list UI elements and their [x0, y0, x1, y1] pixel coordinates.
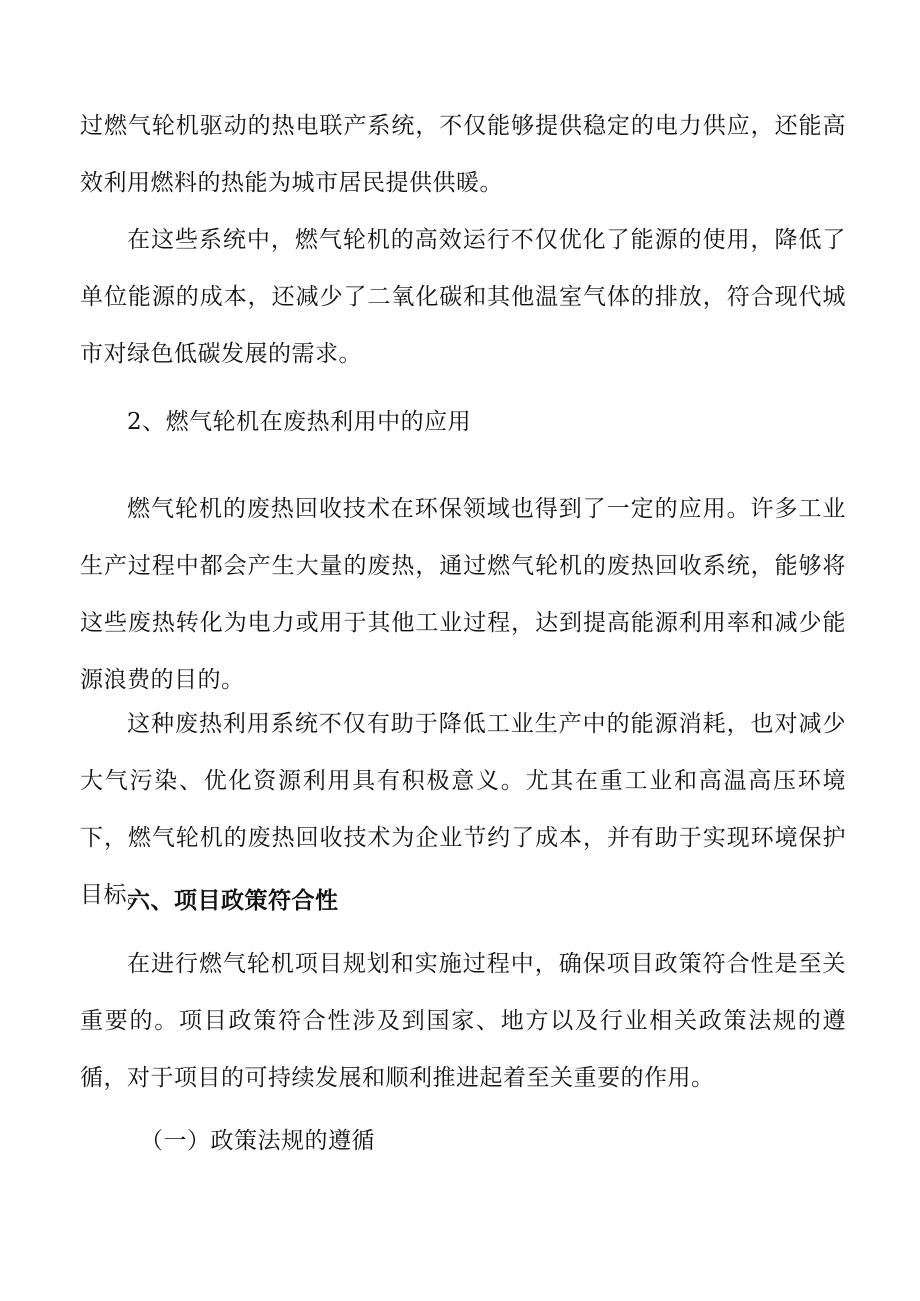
- chapter-heading-policy-compliance: 六、项目政策符合性: [127, 887, 339, 914]
- paragraph-waste-heat-recovery: 燃气轮机的废热回收技术在环保领域也得到了一定的应用。许多工业生产过程中都会产生大量的废热，通过燃气轮机的废热回收系统，能够将这些废热转化为电力或用于其他工业过程，达到提高能源利用率和减少能源浪费的目的。: [80, 496, 846, 693]
- paragraph-continuation: 过燃气轮机驱动的热电联产系统，不仅能够提供稳定的电力供应，还能高效利用燃料的热能为城市居民提供供暖。: [80, 113, 846, 196]
- section-heading-waste-heat: 2、燃气轮机在废热利用中的应用: [127, 409, 472, 435]
- paragraph-policy-compliance: 在进行燃气轮机项目规划和实施过程中，确保项目政策符合性是至关重要的。项目政策符合性涉及到国家、地方以及行业相关政策法规的遵循，对于项目的可持续发展和顺利推进起着至关重要的作用。: [80, 951, 846, 1091]
- subsection-heading-regulations: （一）政策法规的遵循: [140, 1128, 375, 1154]
- paragraph-waste-heat-benefits: 这种废热利用系统不仅有助于降低工业生产中的能源消耗，也对减少大气污染、优化资源利用具有积极意义。尤其在重工业和高温高压环境下，燃气轮机的废热回收技术为企业节约了成本，并有助于实现环境保护目标。: [80, 711, 846, 908]
- paragraph-system-efficiency: 在这些系统中，燃气轮机的高效运行不仅优化了能源的使用，降低了单位能源的成本，还减少了二氧化碳和其他温室气体的排放，符合现代城市对绿色低碳发展的需求。: [80, 227, 846, 367]
